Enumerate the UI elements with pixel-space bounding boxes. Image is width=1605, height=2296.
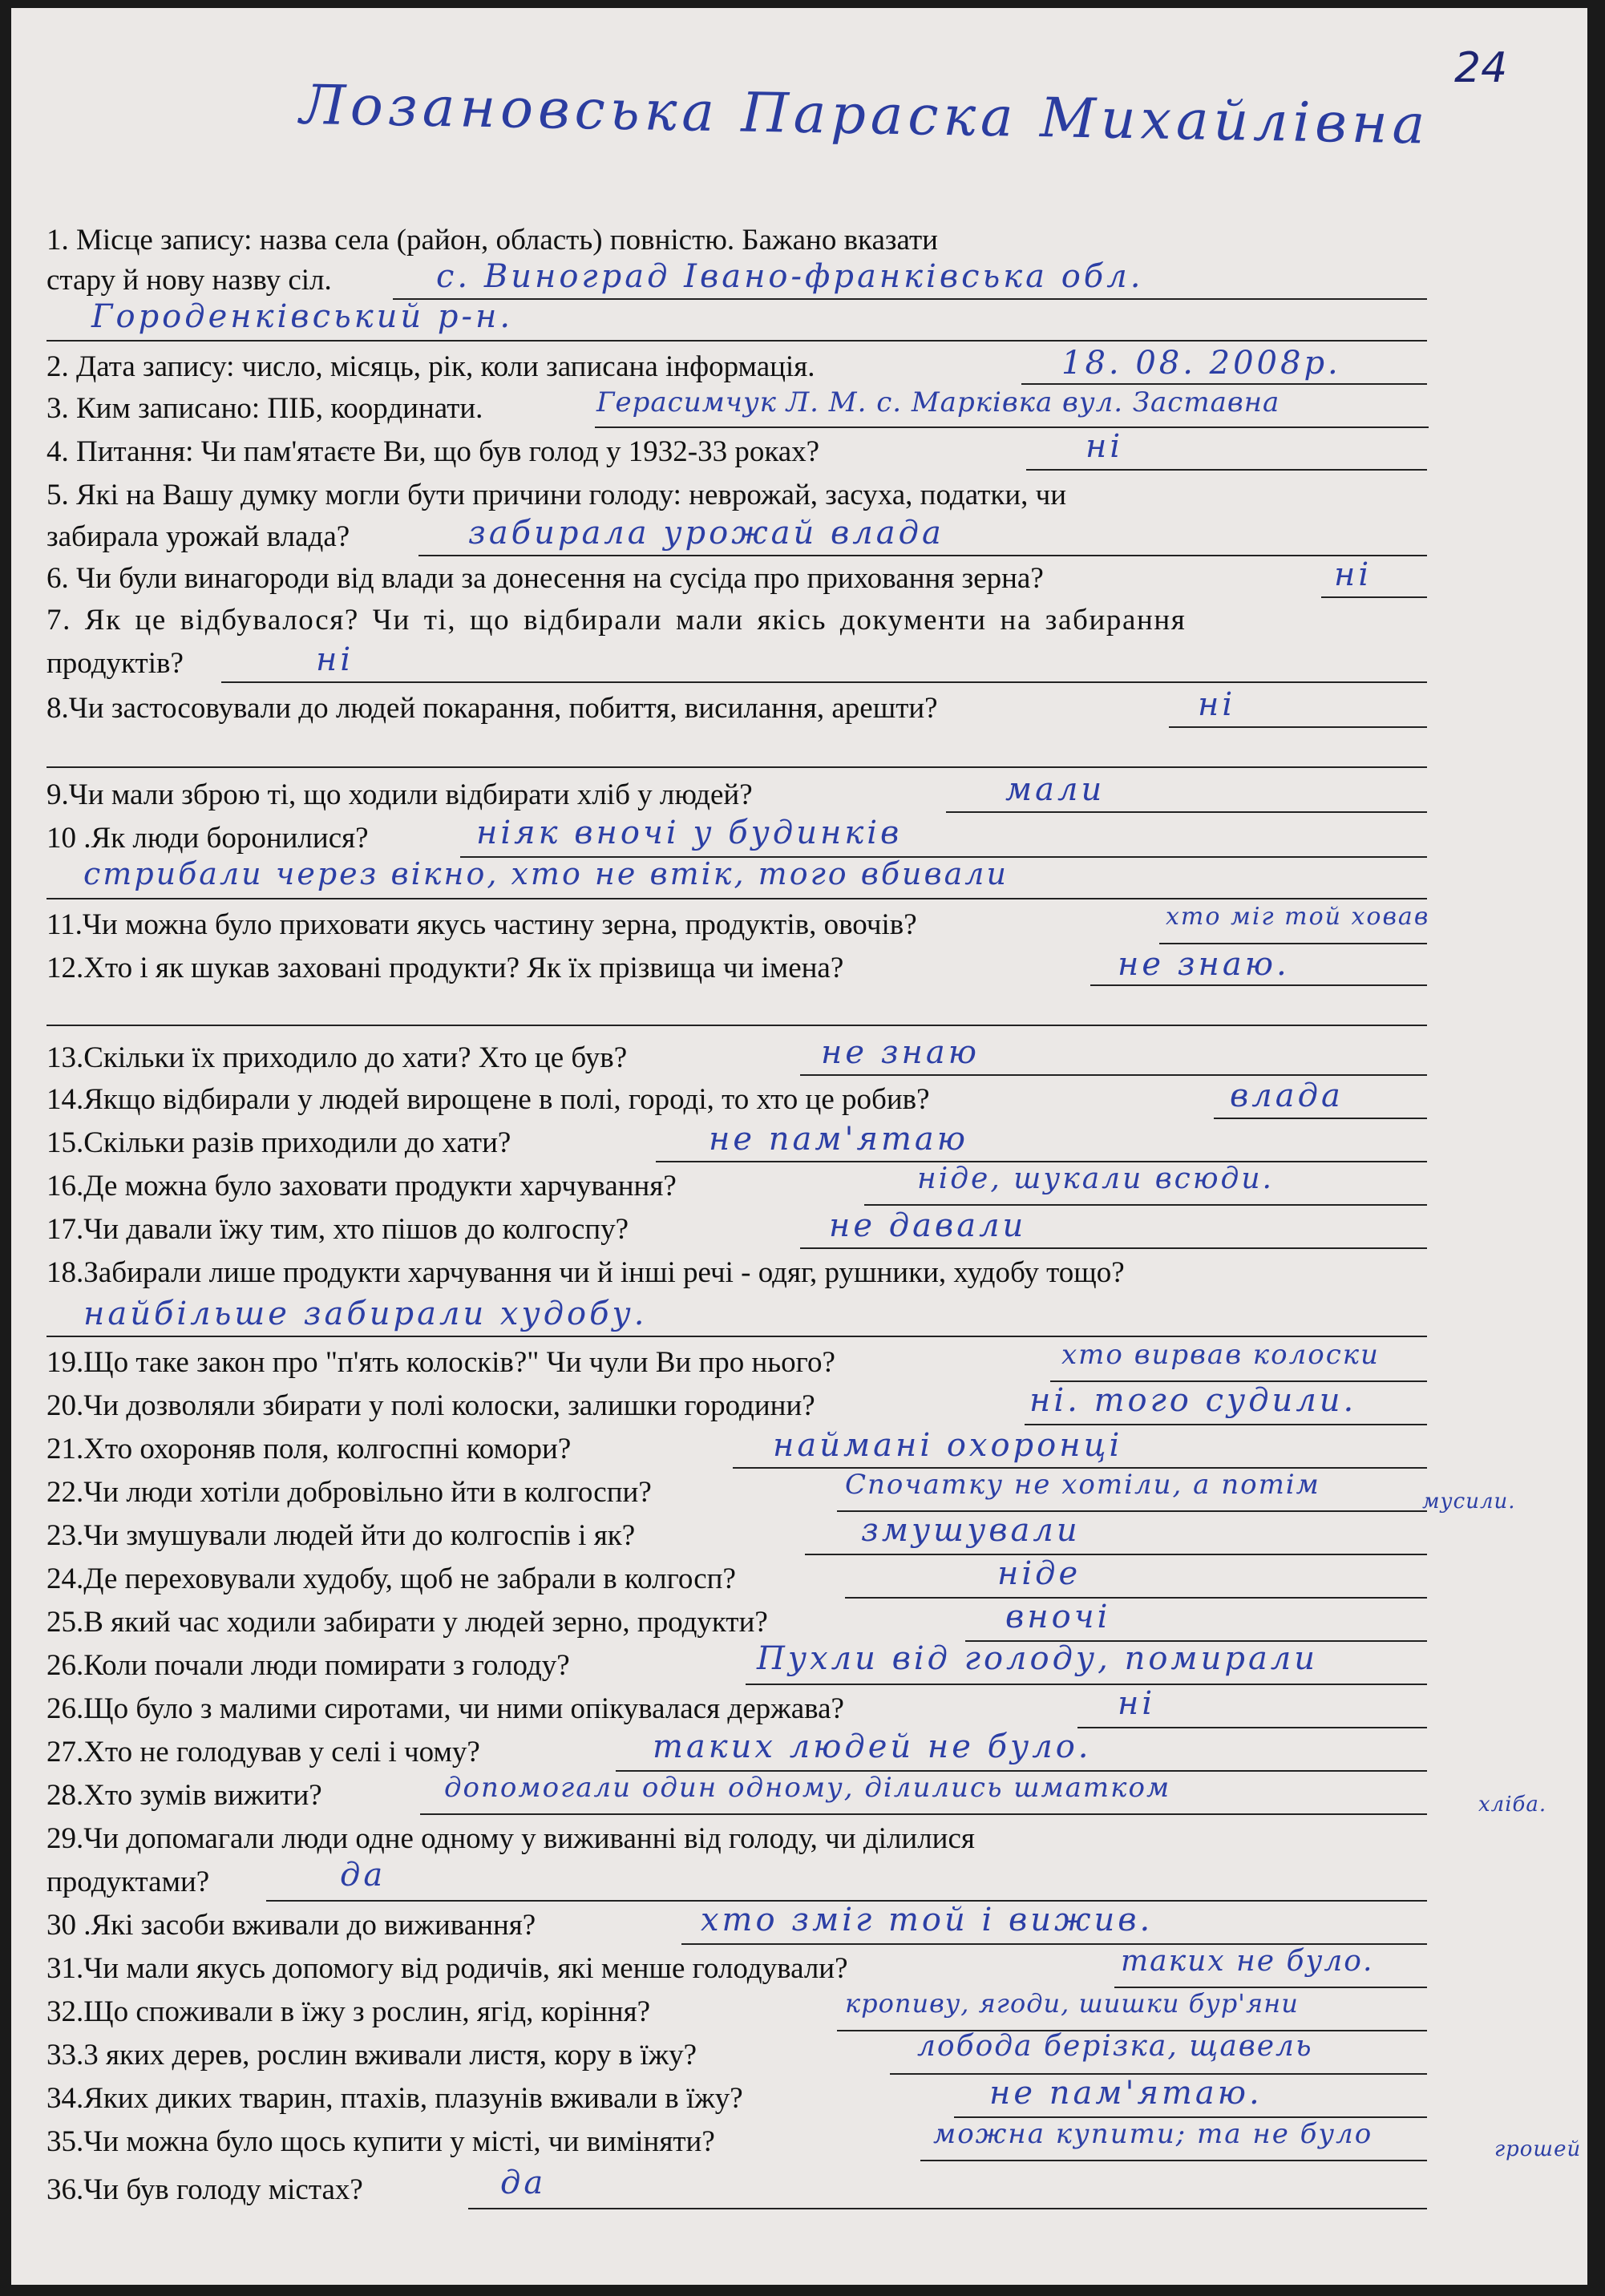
question-7-line1: 7. Як це відбувалося? Чи ті, що відбирали мали якісь документи на забирання (46, 604, 1187, 637)
answer-11: хто міг той ховав (1166, 903, 1430, 931)
answer-32: кропиву, ягоди, шишки бур'яни (845, 1988, 1299, 2019)
question-15: 15.Скільки разів приходили до хати? (46, 1126, 511, 1159)
question-29-line1: 29.Чи допомагали люди одне одному у виживанні від голоду, чи ділилися (46, 1822, 975, 1855)
question-34: 34.Яких диких тварин, птахів, плазунів вживали в їжу? (46, 2082, 743, 2115)
answer-35: можна купити; та не було (933, 2118, 1373, 2150)
answer-underline (46, 898, 1427, 899)
respondent-name: Лозановська Параска Михайлівна (299, 73, 1430, 157)
question-4: 4. Питання: Чи пам'ятаєте Ви, що був голод у 1932-33 роках? (46, 435, 820, 468)
answer-21: наймані охоронці (773, 1427, 1123, 1464)
answer-underline (221, 681, 1427, 683)
answer-underline (864, 1204, 1427, 1206)
question-18: 18.Забирали лише продукти харчування чи й інші речі - одяг, рушники, худобу тощо? (46, 1256, 1125, 1289)
answer-underline (946, 811, 1427, 813)
answer-36: да (500, 2165, 547, 2201)
answer-underline (805, 1554, 1427, 1555)
answer-28: допомогали один одному, ділились шматком (444, 1772, 1171, 1804)
question-5-line1: 5. Які на Вашу думку могли бути причини голоду: неврожай, засуха, податки, чи (46, 479, 1067, 511)
question-7-line2: продуктів? (46, 647, 184, 680)
answer-14: влада (1230, 1077, 1344, 1114)
answer-underline (800, 1074, 1427, 1076)
answer-underline (1321, 596, 1427, 598)
answer-underline (418, 555, 1427, 556)
answer-19: хто вирвав колоски (1061, 1339, 1380, 1371)
answer-underline (1169, 726, 1427, 728)
answer-underline (1077, 1727, 1427, 1728)
page-number: 24 (1454, 44, 1508, 92)
answer-18: найбільше забирали худобу. (83, 1296, 648, 1332)
question-30: 30 .Які засоби вживали до виживання? (46, 1909, 536, 1942)
answer-16: ніде, шукали всюди. (917, 1162, 1274, 1195)
answer-9: мали (1005, 771, 1106, 808)
answer-34: не пам'ятаю. (989, 2075, 1263, 2112)
answer-25: вночі (1005, 1599, 1111, 1635)
question-1-line1: 1. Місце запису: назва села (район, область) повністю. Бажано вказати (46, 224, 938, 257)
questionnaire-page (11, 8, 1587, 2285)
question-23: 23.Чи змушували людей йти до колгоспів і як? (46, 1519, 636, 1552)
question-1-line2: стару й нову назву сіл. (46, 264, 332, 297)
question-26b: 26.Що було з малими сиротами, чи ними опікувалася держава? (46, 1692, 844, 1725)
answer-underline (420, 1813, 1427, 1815)
question-16: 16.Де можна було заховати продукти харчування? (46, 1170, 677, 1203)
answer-underline (845, 1597, 1427, 1599)
answer-underline (746, 1684, 1427, 1685)
answer-29: да (340, 1857, 386, 1894)
question-20: 20.Чи дозволяли збирати у полі колоски, залишки городини? (46, 1389, 815, 1422)
question-24: 24.Де переховували худобу, щоб не забрали в колгосп? (46, 1562, 736, 1595)
answer-underline (800, 1247, 1427, 1249)
question-29-line2: продуктами? (46, 1866, 210, 1898)
question-10: 10 .Як люди боронилися? (46, 822, 369, 855)
question-36: 36.Чи був голоду містах? (46, 2173, 363, 2206)
answer-13: не знаю (821, 1034, 980, 1071)
answer-8: ні (1198, 686, 1236, 723)
answer-10-cont: стрибали через вікно, хто не втік, того вбивали (83, 856, 1009, 891)
answer-15: не пам'ятаю (709, 1121, 968, 1158)
answer-20: ні. того судили. (1029, 1382, 1357, 1419)
answer-5: забирала урожай влада (468, 515, 944, 552)
answer-17: не давали (829, 1207, 1027, 1244)
answer-30: хто зміг той і вижив. (701, 1902, 1154, 1938)
question-28: 28.Хто зумів вижити? (46, 1779, 322, 1812)
question-6: 6. Чи були винагороди від влади за донесення на сусіда про приховання зерна? (46, 562, 1044, 595)
question-26: 26.Коли почали люди помирати з голоду? (46, 1649, 570, 1682)
answer-31: таких не було. (1121, 1945, 1374, 1978)
question-5-line2: забирала урожай влада? (46, 520, 350, 553)
answer-12: не знаю. (1118, 946, 1290, 983)
question-13: 13.Скільки їх приходило до хати? Хто це був? (46, 1041, 628, 1074)
answer-underline (1090, 984, 1427, 986)
blank-underline (46, 1025, 1427, 1026)
answer-underline (595, 426, 1429, 428)
question-25: 25.В який час ходили забирати у людей зерно, продукти? (46, 1606, 768, 1639)
answer-22-cont: мусили. (1422, 1490, 1516, 1514)
question-17: 17.Чи давали їжу тим, хто пішов до колгоспу? (46, 1213, 629, 1246)
question-19: 19.Що таке закон про "п'ять колосків?" Чи чули Ви про нього? (46, 1346, 835, 1379)
answer-underline (1159, 943, 1427, 944)
question-8: 8.Чи застосовували до людей покарання, побиття, висилання, арешти? (46, 692, 938, 725)
answer-26: Пухли від голоду, помирали (757, 1640, 1319, 1677)
question-11: 11.Чи можна було приховати якусь частину зерна, продуктів, овочів? (46, 908, 917, 941)
question-22: 22.Чи люди хотіли добровільно йти в колгоспи? (46, 1476, 652, 1509)
answer-26b: ні (1118, 1685, 1156, 1722)
answer-27: таких людей не було. (653, 1728, 1092, 1765)
answer-23: змушували (861, 1512, 1081, 1549)
answer-35-cont: грошей (1494, 2137, 1582, 2161)
question-12: 12.Хто і як шукав заховані продукти? Як їх прізвища чи імена? (46, 952, 844, 984)
answer-underline (1021, 383, 1427, 385)
answer-underline (46, 340, 1427, 342)
question-2: 2. Дата запису: число, місяць, рік, коли записана інформація. (46, 350, 815, 383)
question-33: 33.3 яких дерев, рослин вживали листя, кору в їжу? (46, 2039, 697, 2072)
question-31: 31.Чи мали якусь допомогу від родичів, які менше голодували? (46, 1952, 848, 1985)
question-27: 27.Хто не голодував у селі і чому? (46, 1736, 480, 1768)
answer-underline (46, 1336, 1427, 1337)
answer-22: Спочатку не хотіли, а потім (845, 1469, 1320, 1501)
answer-33: лобода берізка, щавель (917, 2030, 1313, 2063)
answer-underline (468, 2208, 1427, 2209)
answer-2: 18. 08. 2008р. (1061, 345, 1341, 382)
answer-1-cont: Городенківський р-н. (91, 298, 514, 335)
answer-3: Герасимчук Л. М. с. Марківка вул. Заставна (596, 386, 1280, 418)
answer-24: ніде (997, 1555, 1081, 1592)
question-35: 35.Чи можна було щось купити у місті, чи виміняти? (46, 2125, 715, 2158)
answer-1: с. Виноград Івано-франківська обл. (436, 258, 1144, 295)
answer-4: ні (1085, 428, 1124, 465)
answer-underline (1214, 1118, 1427, 1119)
question-14: 14.Якщо відбирали у людей вирощене в полі, городі, то хто це робив? (46, 1083, 930, 1116)
question-32: 32.Що споживали в їжу з рослин, ягід, коріння? (46, 1995, 651, 2028)
question-21: 21.Хто охороняв поля, колгоспні комори? (46, 1433, 572, 1465)
answer-underline (1026, 469, 1427, 471)
answer-6: ні (1334, 556, 1373, 593)
answer-10: ніяк вночі у будинків (476, 815, 903, 851)
answer-underline (1025, 1424, 1427, 1425)
blank-underline (46, 766, 1427, 768)
question-9: 9.Чи мали зброю ті, що ходили відбирати хліб у людей? (46, 778, 753, 811)
answer-underline (920, 2160, 1427, 2161)
answer-7: ні (316, 641, 354, 678)
answer-28-cont: хліба. (1478, 1793, 1547, 1817)
answer-underline (393, 298, 1427, 300)
question-3: 3. Ким записано: ПІБ, координати. (46, 392, 483, 425)
